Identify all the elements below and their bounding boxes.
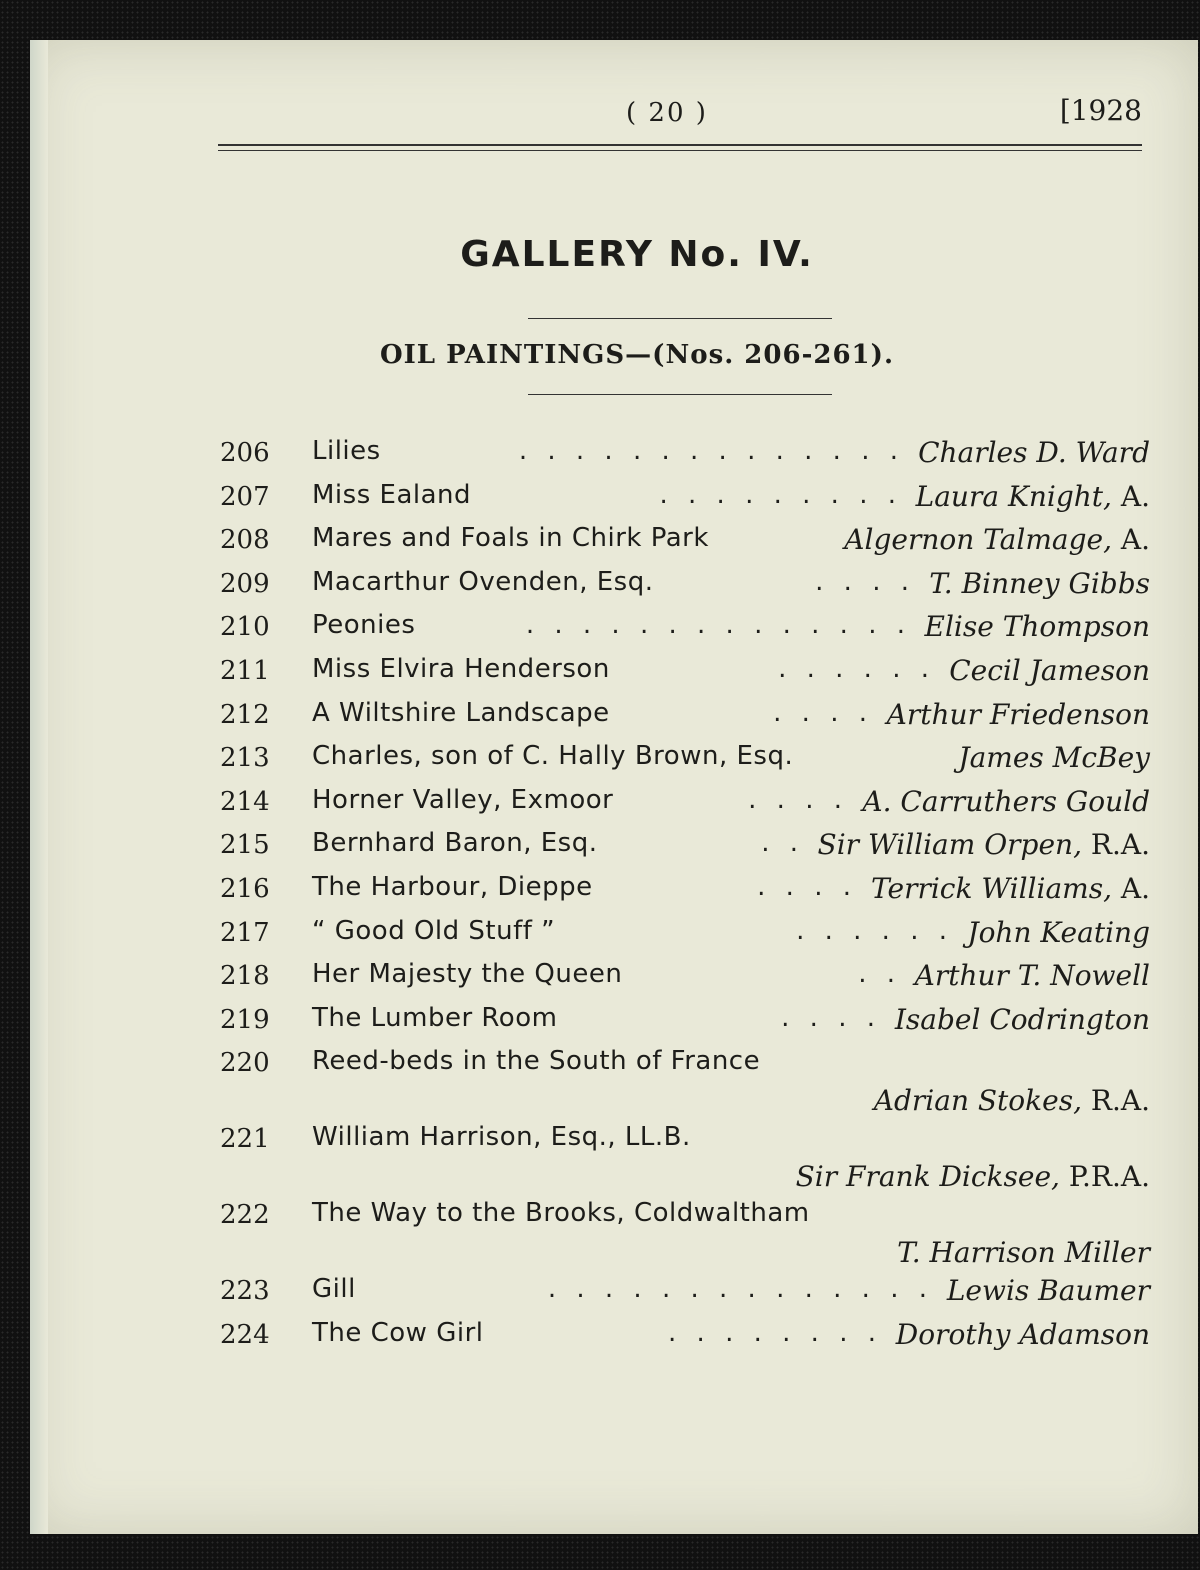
catalogue-number: 220 <box>220 1048 270 1079</box>
leader-dots: . . <box>761 828 804 859</box>
catalogue-number: 224 <box>220 1319 270 1350</box>
list-item <box>220 870 1150 914</box>
painting-title: Peonies <box>312 610 416 641</box>
page-number: ( 20 ) <box>626 98 708 128</box>
catalogue-number: 215 <box>220 830 270 861</box>
leader-dots: . . <box>858 959 901 990</box>
list-item <box>220 608 1150 652</box>
artist-honour: A. <box>1111 479 1150 513</box>
title-rule-bottom <box>528 394 832 395</box>
entry-list <box>220 434 1150 1360</box>
artist-name <box>925 610 1151 643</box>
artist-name-text: Arthur Friedenson <box>886 697 1150 731</box>
list-item <box>220 478 1150 522</box>
artist-name-text: Terrick Williams, <box>871 871 1112 905</box>
painting-title: The Way to the Brooks, Coldwaltham <box>312 1198 810 1229</box>
artist-name <box>897 1236 1150 1269</box>
catalogue-number: 213 <box>220 743 270 774</box>
artist-honour: R.A. <box>1081 1084 1150 1118</box>
leader-dots: . . . . . . <box>778 653 935 684</box>
artist-name-text: T. Binney Gibbs <box>929 566 1150 600</box>
painting-title: Lilies <box>312 436 381 466</box>
list-item <box>220 957 1150 1001</box>
catalogue-number: 209 <box>220 568 270 599</box>
catalogue-number: 216 <box>220 873 270 904</box>
catalogue-page <box>30 40 1198 1534</box>
list-item <box>220 1316 1150 1360</box>
artist-honour: A. <box>1111 871 1150 905</box>
leader-dots: . . . . <box>781 1002 881 1033</box>
list-item <box>220 565 1150 609</box>
gallery-title: GALLERY No. IV. <box>460 234 814 275</box>
list-item <box>220 1272 1150 1316</box>
artist-name-text: Cecil Jameson <box>949 653 1150 687</box>
painting-title: The Harbour, Dieppe <box>312 871 593 902</box>
artist-name <box>915 959 1150 992</box>
section-subtitle: OIL PAINTINGS—(Nos. 206-261). <box>380 340 894 370</box>
painting-title: Reed-beds in the South of France <box>312 1046 761 1077</box>
leader-dots: . . . . . . . . . . . . . . <box>547 1274 933 1305</box>
list-item <box>220 783 1150 827</box>
catalogue-number: 217 <box>220 917 270 948</box>
list-item <box>220 434 1150 478</box>
artist-name <box>916 480 1150 513</box>
artist-name-text: Sir William Orpen, <box>817 828 1082 862</box>
artist-name-text: Lewis Baumer <box>946 1274 1150 1308</box>
leader-dots: . . . . . . . . <box>668 1317 882 1348</box>
artist-name <box>844 523 1150 556</box>
leader-dots: . . . . . . . . . <box>659 479 902 510</box>
artist-name <box>874 1084 1150 1117</box>
list-item <box>220 652 1150 696</box>
list-item <box>220 696 1150 740</box>
leader-dots: . . . . . . <box>796 915 953 946</box>
leader-dots: . . . . <box>815 566 915 597</box>
painting-title: William Harrison, Esq., LL.B. <box>312 1122 691 1153</box>
painting-title: Miss Ealand <box>312 479 472 510</box>
artist-name <box>958 741 1150 774</box>
artist-name-text: John Keating <box>967 915 1150 949</box>
artist-name-text: James McBey <box>958 741 1150 775</box>
catalogue-number: 211 <box>220 655 270 686</box>
artist-honour: A. <box>1111 523 1150 557</box>
leader-dots: . . . . <box>757 871 857 902</box>
painting-title: Miss Elvira Henderson <box>312 653 610 684</box>
list-item <box>220 521 1150 565</box>
painting-title: The Lumber Room <box>312 1002 558 1033</box>
artist-honour: P.R.A. <box>1059 1160 1150 1194</box>
artist-name <box>949 654 1150 687</box>
list-item <box>220 1001 1150 1045</box>
list-item <box>220 1120 1150 1196</box>
artist-name-text: Elise Thompson <box>924 610 1150 644</box>
artist-name-text: Laura Knight, <box>915 479 1112 513</box>
leader-dots: . . . . <box>748 784 848 815</box>
catalogue-number: 218 <box>220 961 270 992</box>
header-rule <box>218 144 1142 151</box>
list-item <box>220 1044 1150 1120</box>
list-item <box>220 739 1150 783</box>
artist-name-text: Dorothy Adamson <box>895 1317 1150 1351</box>
list-item <box>220 914 1150 958</box>
painting-title: Macarthur Ovenden, Esq. <box>312 566 654 597</box>
catalogue-number: 207 <box>220 481 270 512</box>
leader-dots: . . . . . . . . . . . . . . <box>518 436 904 466</box>
artist-name <box>796 1160 1150 1193</box>
artist-name-text: Arthur T. Nowell <box>914 959 1150 993</box>
catalogue-number: 222 <box>220 1200 270 1231</box>
artist-name <box>947 1274 1150 1307</box>
painting-title: Horner Valley, Exmoor <box>312 784 614 815</box>
artist-name <box>818 828 1150 861</box>
catalogue-number: 214 <box>220 786 270 817</box>
artist-name-text: Isabel Codrington <box>894 1002 1150 1036</box>
artist-name <box>967 916 1150 949</box>
leader-dots: . . . . . . . . . . . . . . <box>525 610 911 641</box>
artist-name <box>918 436 1150 469</box>
painting-title: Bernhard Baron, Esq. <box>312 828 598 859</box>
artist-name <box>929 567 1150 600</box>
artist-name <box>887 698 1150 731</box>
catalogue-number: 212 <box>220 699 270 730</box>
artist-name-text: A. Carruthers Gould <box>862 784 1150 818</box>
leader-dots: . . . . <box>773 697 873 728</box>
catalogue-number: 223 <box>220 1276 270 1307</box>
painting-title: A Wiltshire Landscape <box>312 697 610 728</box>
painting-title: The Cow Girl <box>312 1317 484 1348</box>
catalogue-number: 221 <box>220 1124 270 1155</box>
painting-title: “ Good Old Stuff ” <box>312 915 556 946</box>
artist-name <box>871 872 1150 905</box>
list-item <box>220 826 1150 870</box>
painting-title: Charles, son of C. Hally Brown, Esq. <box>312 741 794 772</box>
title-rule-top <box>528 318 832 319</box>
artist-name-text: T. Harrison Miller <box>897 1236 1150 1270</box>
artist-name <box>895 1003 1150 1036</box>
artist-name <box>896 1318 1150 1351</box>
artist-name <box>862 785 1150 818</box>
artist-name-text: Sir Frank Dicksee, <box>795 1160 1060 1194</box>
catalogue-number: 206 <box>220 438 270 468</box>
painting-title: Her Majesty the Queen <box>312 959 623 990</box>
catalogue-number: 219 <box>220 1004 270 1035</box>
catalogue-number: 208 <box>220 525 270 556</box>
painting-title: Gill <box>312 1274 356 1305</box>
artist-name-text: Algernon Talmage, <box>844 523 1112 557</box>
artist-name-text: Charles D. Ward <box>918 436 1150 469</box>
painting-title: Mares and Foals in Chirk Park <box>312 523 709 554</box>
year-marker: [1928 <box>1059 94 1142 127</box>
artist-honour: R.A. <box>1081 828 1150 862</box>
list-item <box>220 1196 1150 1272</box>
artist-name-text: Adrian Stokes, <box>873 1084 1082 1118</box>
catalogue-number: 210 <box>220 612 270 643</box>
